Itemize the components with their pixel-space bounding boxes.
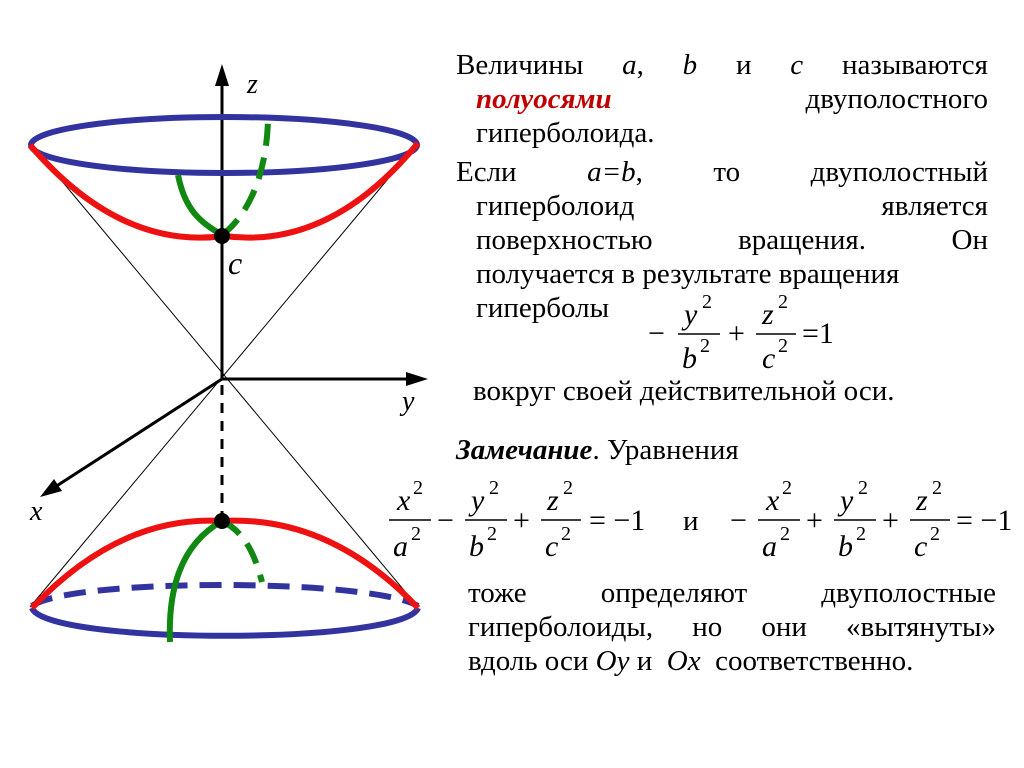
c-label: c: [228, 245, 243, 281]
f1-den1: b: [682, 342, 697, 375]
f3-t2d-exp: 2: [856, 523, 866, 545]
para4-line2: гиперболоиды, но они «вытянуты»: [468, 611, 997, 643]
f3-lead: −: [730, 504, 747, 537]
f3-t3n: z: [916, 484, 928, 517]
f2-rhs: = −1: [589, 504, 646, 537]
paragraph-stretched: [468, 576, 996, 678]
f1-num2-exp: 2: [778, 291, 788, 313]
f2-t2n-exp: 2: [489, 477, 499, 499]
f3-op1: +: [806, 504, 823, 537]
f2-t1d-exp: 2: [411, 523, 421, 545]
f3-rhs: = −1: [956, 504, 1013, 537]
y-axis-arrowhead: [406, 372, 428, 386]
f1-num1-exp: 2: [702, 291, 712, 313]
para2-line4: получается в результате вращения: [476, 258, 900, 290]
z-label: z: [247, 69, 258, 100]
f2-t2d: b: [469, 530, 484, 563]
upper-green-curve: [178, 175, 222, 235]
f2-t3n: z: [547, 484, 559, 517]
equation-ox: [728, 474, 1024, 574]
remark-heading: [456, 433, 996, 467]
para1-line2: полуосями двуполостного: [476, 83, 988, 115]
formula-and: и: [683, 505, 699, 537]
hyperbola-formula: [640, 288, 850, 378]
paragraph-semiaxes: [456, 48, 988, 150]
f2-t2n: y: [471, 484, 485, 517]
f1-rhs: =1: [802, 317, 834, 350]
upper-rim-ellipse: [31, 117, 417, 173]
f2-op2: +: [513, 504, 530, 537]
y-label: y: [402, 386, 415, 417]
upper-red-curve: [30, 143, 418, 238]
f2-t3d-exp: 2: [561, 523, 571, 545]
hyperboloid-figure: [0, 0, 440, 700]
x-axis: [55, 379, 222, 487]
para2-line1: Если a=b, то двуполостный: [456, 156, 989, 188]
f3-t1n-exp: 2: [782, 477, 792, 499]
lower-green-dashed: [222, 521, 262, 582]
equation-oy: [385, 474, 665, 574]
lower-green-curve: [170, 521, 222, 642]
lower-dashed-ellipse: [32, 585, 418, 606]
f2-t1n: x: [397, 484, 411, 517]
f1-minus: −: [648, 317, 665, 350]
f3-t1d: a: [762, 530, 777, 563]
f3-t1n: x: [766, 484, 780, 517]
f2-op1: −: [437, 504, 454, 537]
f1-den2-exp: 2: [778, 335, 788, 357]
para3-line: вокруг своей действительной оси.: [473, 375, 895, 407]
f3-t3d-exp: 2: [930, 523, 940, 545]
f3-op2: +: [882, 504, 899, 537]
f2-t1d: a: [393, 530, 408, 563]
x-label: x: [30, 496, 43, 527]
f2-t3d: c: [545, 530, 559, 563]
lower-red-curve: [32, 521, 418, 608]
z-axis-arrowhead: [215, 64, 229, 86]
vertex-top: [214, 228, 230, 244]
f1-num1: y: [684, 298, 698, 331]
para4-line3: вдоль оси Oy и Ox соответственно.: [468, 645, 914, 677]
vertex-bottom: [214, 513, 230, 529]
semiaxes-term: полуосями: [476, 83, 612, 115]
f2-t1n-exp: 2: [413, 477, 423, 499]
f1-den2: c: [762, 342, 776, 375]
remark-title: Замечание: [456, 434, 593, 466]
f3-t1d-exp: 2: [780, 523, 790, 545]
f3-t2n: y: [840, 484, 854, 517]
para2-line3: поверхностью вращения. Он: [476, 224, 988, 256]
para1-line3: гиперболоида.: [476, 117, 655, 149]
lower-solid-ellipse: [32, 608, 418, 636]
f2-t3n-exp: 2: [563, 477, 573, 499]
f2-t2d-exp: 2: [487, 523, 497, 545]
x-axis-arrowhead: [40, 479, 62, 497]
f1-den1-exp: 2: [700, 335, 710, 357]
para2-line2: гиперболоид является: [476, 190, 988, 222]
f1-num2: z: [762, 298, 774, 331]
para1-line1: Величины a, b и c называются: [456, 49, 989, 81]
paragraph-real-axis: [473, 374, 993, 408]
para2-line5: гиперболы: [476, 292, 610, 324]
f3-t3n-exp: 2: [932, 477, 942, 499]
f1-plus: +: [728, 317, 745, 350]
f3-t2d: b: [838, 530, 853, 563]
para4-line1: тоже определяют двуполостные: [468, 577, 997, 609]
remark-rest: . Уравнения: [592, 434, 739, 466]
f3-t2n-exp: 2: [858, 477, 868, 499]
f3-t3d: c: [914, 530, 928, 563]
